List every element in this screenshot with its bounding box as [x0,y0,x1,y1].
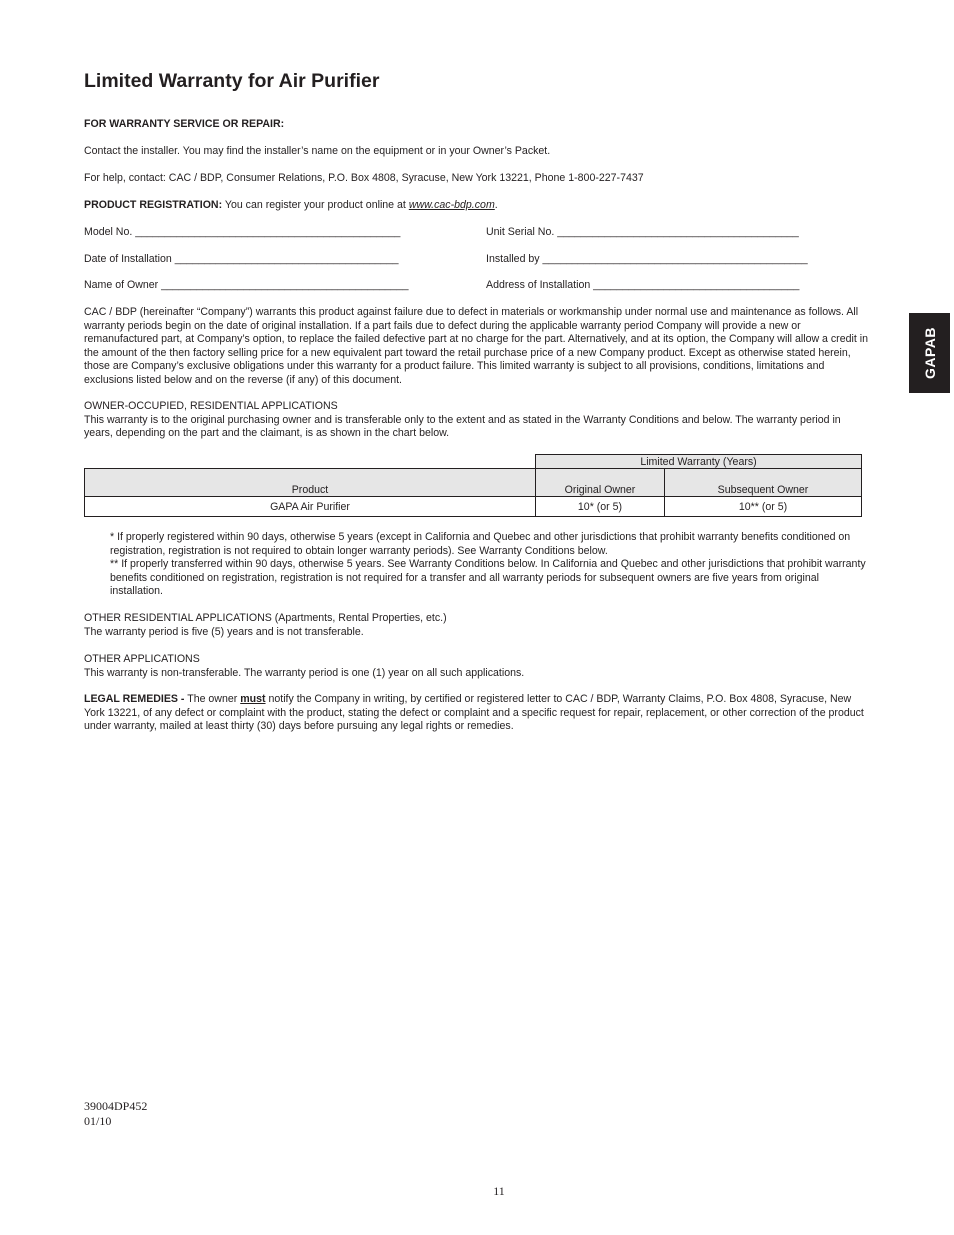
table-header-product: Product [85,469,536,497]
footnotes [110,531,866,599]
address-of-installation-field: Address of Installation ___________________________________ [486,279,800,291]
other-residential-text: The warranty period is five (5) years and is not transferable. [84,625,364,638]
section-tab-label: GAPAB [921,326,938,380]
model-no-field: Model No. _____________________________________________ [84,226,401,238]
service-heading: FOR WARRANTY SERVICE OR REPAIR: [84,118,285,130]
document-date: 01/10 [84,1114,112,1128]
document-info [84,1099,147,1129]
page-number: 11 [493,1184,505,1198]
legal-remedies-label: LEGAL REMEDIES - [84,693,185,705]
date-of-installation-field: Date of Installation ______________________________________ [84,253,399,265]
section-tab [909,313,950,393]
legal-remedies: LEGAL REMEDIES - The owner must notify the Company in writing, by certified or registered letter to CAC / BDP, Warranty Claims, P.O. Box 4808, Syracuse, New York 13221, of any defect or complaint with the product, stating the defect or complaint and a specific request for repair, replacement, or other correction of the product under warranty, mailed at least thirty (30) days before pursuing any legal rights or remedies. [84,693,864,732]
owner-occupied-heading: OWNER-OCCUPIED, RESIDENTIAL APPLICATIONS [84,400,338,412]
footnote-1: * If properly registered within 90 days, otherwise 5 years (except in California and Quebec and other jurisdictions that prohibit warranty benefits conditioned on registration, registration is not required to obtain longer warranty periods). See Warranty Conditions below. [110,531,851,557]
unit-serial-no-field: Unit Serial No. _________________________________________ [486,226,799,238]
table-header-subsequent-owner: Subsequent Owner [665,469,862,497]
document-number: 39004DP452 [84,1099,148,1113]
table-group-header: Limited Warranty (Years) [536,455,862,469]
help-contact-text: For help, contact: CAC / BDP, Consumer Relations, P.O. Box 4808, Syracuse, New York 13221, Phone 1-800-227-7437 [84,172,644,184]
other-applications-heading: OTHER APPLICATIONS [84,653,200,665]
footnote-2: ** If properly transferred within 90 days, otherwise 5 years. See Warranty Conditions below. In California and Quebec and other jurisdictions that prohibit warranty benefits conditioned on registration, registration is not required for a transfer and all warranty periods for subsequent owners are five years from original installation. [110,558,866,597]
registration-link[interactable]: www.cac-bdp.com [408,199,495,211]
table-cell-original: 10* (or 5) [536,497,665,517]
installed-by-field: Installed by _____________________________________________ [486,253,808,265]
other-applications-section [84,653,869,680]
registration-text: You can register your product online at [222,199,409,211]
registration-label: PRODUCT REGISTRATION: [84,199,223,211]
page-title: Limited Warranty for Air Purifier [84,70,380,92]
product-registration: PRODUCT REGISTRATION: You can register your product online at www.cac-bdp.com. [84,199,498,211]
warranty-table [84,454,862,517]
table-cell-product: GAPA Air Purifier [85,497,536,517]
other-residential-section [84,612,869,639]
contact-installer-text: Contact the installer. You may find the installer’s name on the equipment or in your Owner’s Packet. [84,145,551,157]
legal-must: must [240,693,266,705]
warranty-intro: CAC / BDP (hereinafter “Company”) warrants this product against failure due to defect in materials or workmanship under normal use and maintenance as follows. All warranty periods begin on the date of original installation. If a part fails due to defect during the applicable warranty period Company will provide a new or remanufactured part, at Company’s option, to replace the failed defective part at no charge for the part. Alternatively, and at its option, the Company will allow a credit in the amount of the then factory selling price for a new equivalent part toward the retail purchase price of a new Company product. Except as otherwise stated herein, those are Company’s exclusive obligations under this warranty for a product failure. This limited warranty is subject to all provisions, conditions, limitations and exclusions listed below and on the reverse (if any) of this document. [84,306,868,386]
owner-occupied-section [84,400,869,441]
owner-occupied-text: This warranty is to the original purchasing owner and is transferable only to the extent and as stated in the Warranty Conditions and below. The warranty period in years, depending on the part and the claimant, is as shown in the chart below. [84,413,841,439]
other-applications-text: This warranty is non-transferable. The warranty period is one (1) year on all such applications. [84,666,525,679]
name-of-owner-field: Name of Owner __________________________________________ [84,279,409,291]
table-cell-subsequent: 10** (or 5) [665,497,862,517]
other-residential-heading: OTHER RESIDENTIAL APPLICATIONS (Apartments, Rental Properties, etc.) [84,612,447,624]
table-header-original-owner: Original Owner [536,469,665,497]
table-row [85,497,862,517]
